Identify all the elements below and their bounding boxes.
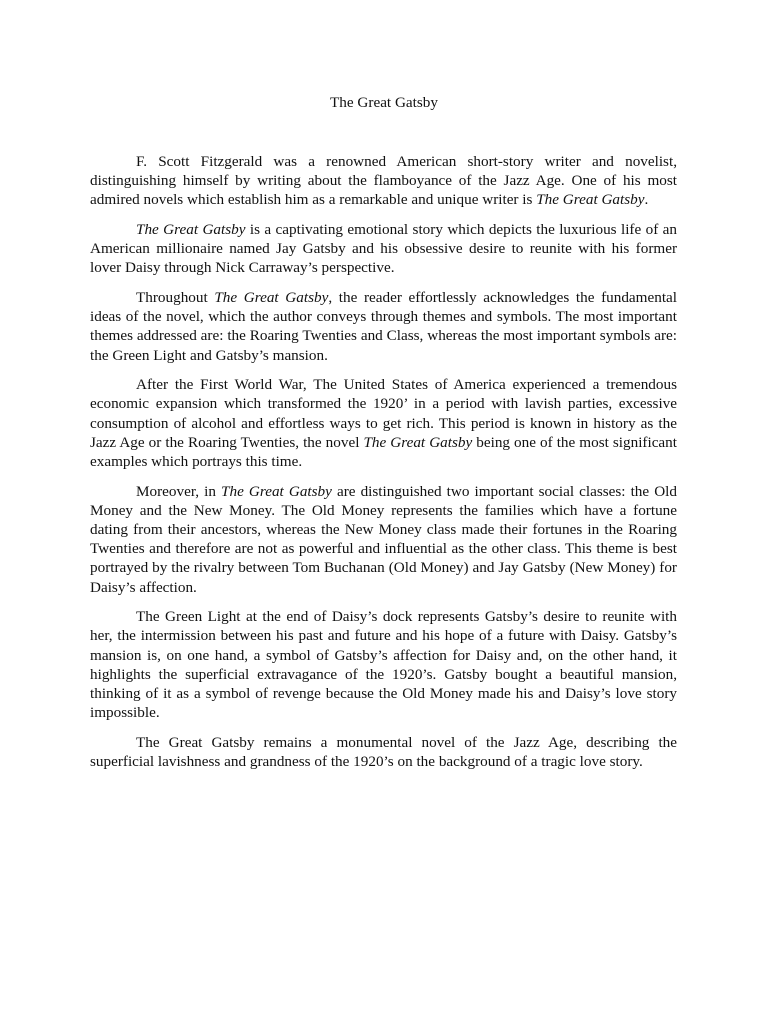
italic-title-text: The Great Gatsby <box>536 191 645 209</box>
paragraph-text: The Great Gatsby remains a monumental novel of the Jazz Age, describing the superficial lavishness and grandness of the 1920’s on the background of a tragic love story. <box>90 733 677 771</box>
document-title: The Great Gatsby <box>330 94 438 111</box>
paragraph <box>90 288 677 365</box>
paragraph <box>90 733 677 771</box>
paragraph-text: . <box>644 191 649 209</box>
paragraph-text: , the reader effortlessly acknowledges the fundamental ideas of the novel, which the author conveys through themes and symbols. The most important themes addressed are: the Roaring Twenties and Class, whereas the most important symbols are: the Green Light and Gatsby’s mansion. <box>90 289 677 364</box>
paragraph-text: The Green Light at the end of Daisy’s dock represents Gatsby’s desire to reunite with her, the intermission between his past and future and his hope of a future with Daisy. Gatsby’s mansion is, on one hand, a symbol of Gatsby’s affection for Daisy and, on the other hand, it highlights the superficial extravagance of the 1920’s. Gatsby bought a beautiful mansion, thinking of it as a symbol of revenge because the Old Money made his and Daisy’s love story impossible. <box>90 608 677 722</box>
paragraph-text: is a captivating emotional story which depicts the luxurious life of an American millionaire named Jay Gatsby and his obsessive desire to reunite with his former lover Daisy through Nick Carraway’s perspective. <box>90 221 677 277</box>
paragraph <box>90 220 677 278</box>
paragraph <box>90 152 677 210</box>
paragraph-text: Moreover, in <box>136 482 222 500</box>
document-body <box>90 152 677 782</box>
paragraph-text: being one of the most significant examples which portrays this time. <box>90 433 677 471</box>
paragraph <box>90 607 677 722</box>
italic-title-text: The Great Gatsby <box>214 289 329 306</box>
paragraph <box>90 482 677 597</box>
italic-title-text: The Great Gatsby <box>136 221 246 238</box>
italic-title-text: The Great Gatsby <box>363 433 473 451</box>
paragraph <box>90 375 677 471</box>
italic-title-text: The Great Gatsby <box>221 482 332 500</box>
paragraph-text: After the First World War, The United States of America experienced a tremendous economic expansion which transformed the 1920’ in a period with lavish parties, excessive consumption of alcohol and effortless ways to get rich. This period is known in history as the Jazz Age or the Roaring Twenties, the novel <box>90 376 677 451</box>
paragraph-text: F. Scott Fitzgerald was a renowned American short-story writer and novelist, distinguishing himself by writing about the flamboyance of the Jazz Age. One of his most admired novels which establish him as a remarkable and unique writer is <box>90 153 677 209</box>
paragraph-text: Throughout <box>136 289 215 306</box>
paragraph-text: are distinguished two important social classes: the Old Money and the New Money. The Old Money represents the families which have a fortune dating from their ancestors, whereas the New Money class made their fortunes in the Roaring Twenties and therefore are not as powerful and influential as the other class. This theme is best portrayed by the rivalry between Tom Buchanan (Old Money) and Jay Gatsby (New Money) for Daisy’s affection. <box>90 482 677 596</box>
